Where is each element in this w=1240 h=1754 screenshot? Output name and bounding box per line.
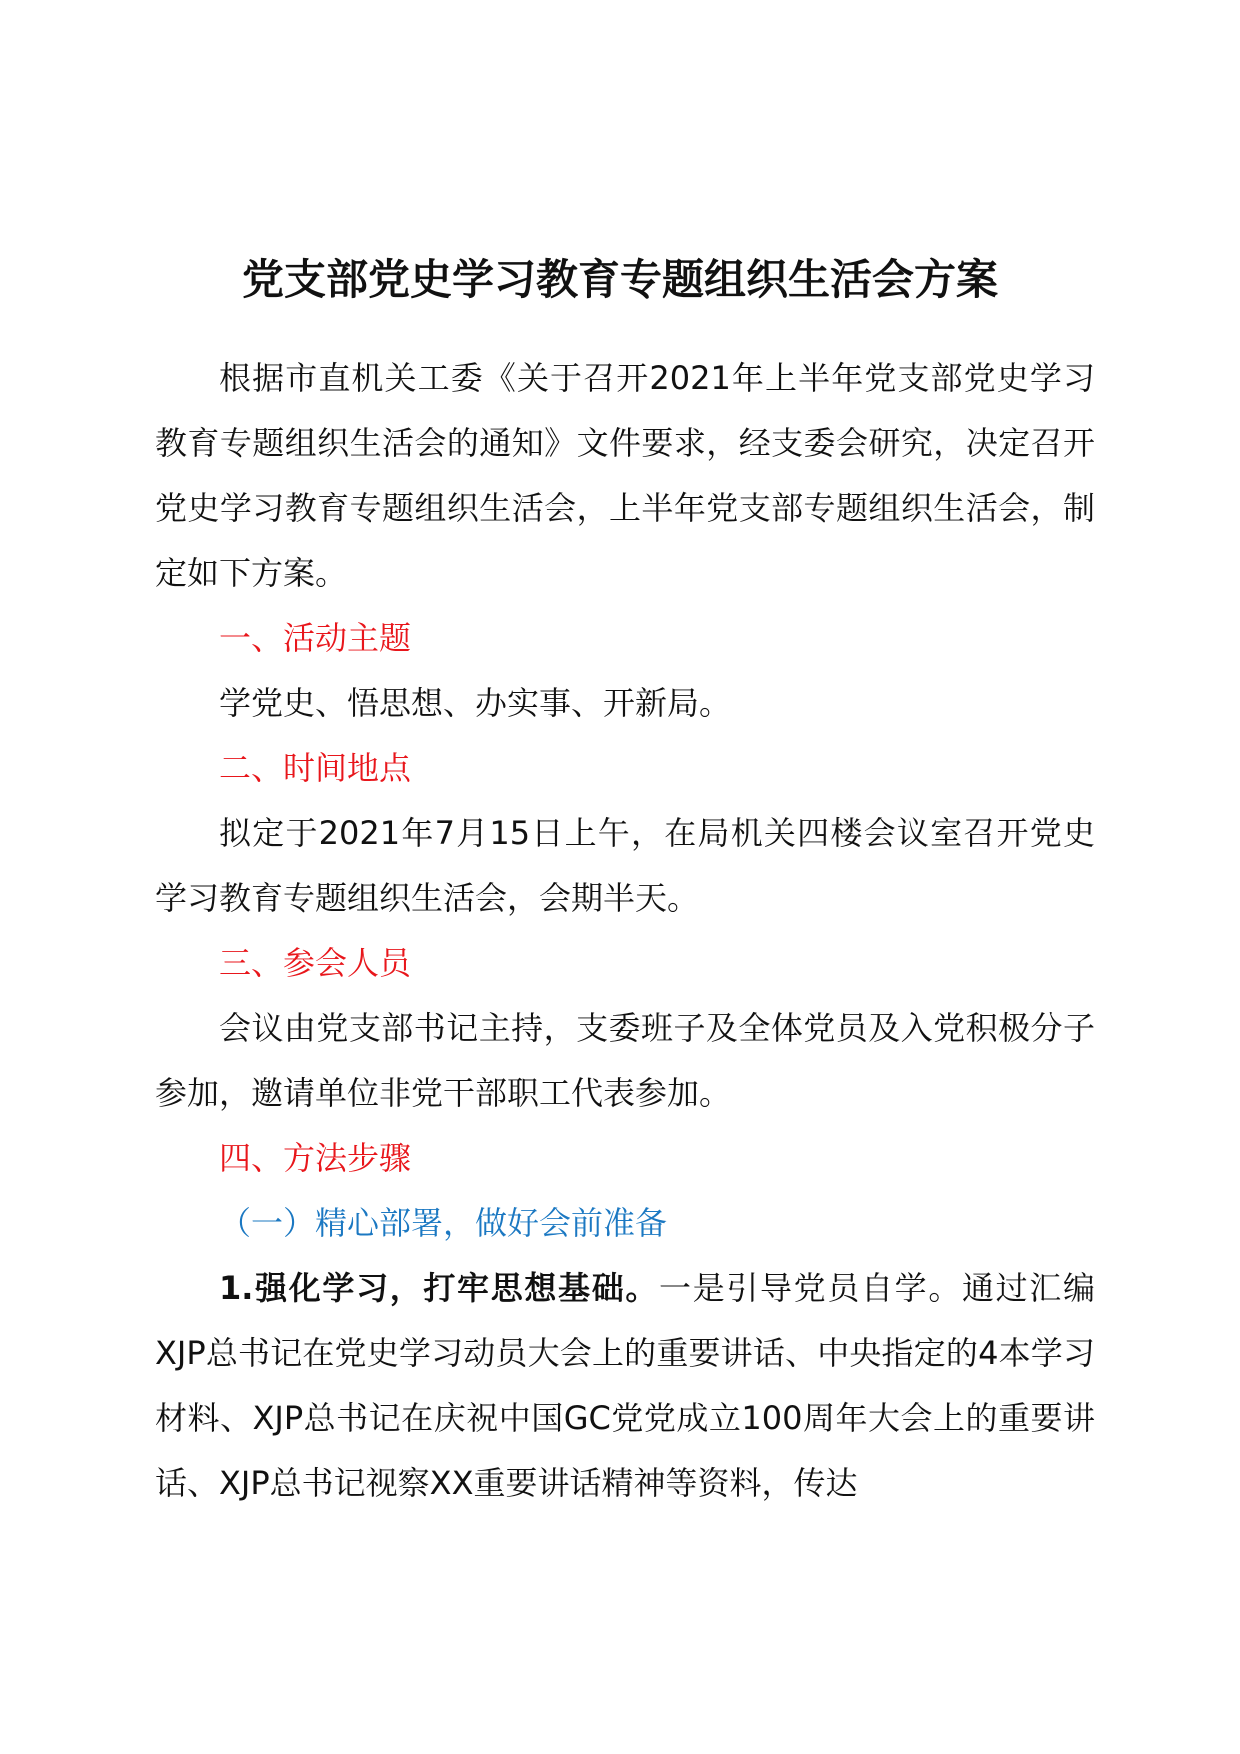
item1-paragraph bbox=[155, 1256, 1095, 1516]
section-text-attendees: 会议由党支部书记主持，支委班子及全体党员及入党积极分子参加，邀请单位非党干部职工代表参加。 bbox=[155, 1009, 1095, 1112]
section-heading-time-place: 二、时间地点 bbox=[219, 749, 412, 787]
section-heading-attendees: 三、参会人员 bbox=[219, 944, 412, 982]
item1-bold-lead: 1.强化学习，打牢思想基础。 bbox=[219, 1269, 660, 1307]
section-text-theme: 学党史、悟思想、办实事、开新局。 bbox=[219, 684, 732, 722]
subsection-heading-preparation: （一）精心部署，做好会前准备 bbox=[219, 1204, 668, 1242]
document-title: 党支部党史学习教育专题组织生活会方案 bbox=[241, 255, 998, 304]
item1-text: 一是引导党员自学。通过汇编XJP总书记在党史学习动员大会上的重要讲话、中央指定的4本学习材料、XJP总书记在庆祝中国GC党党成立100周年大会上的重要讲话、XJP总书记视察XX重要讲话精神等资料，传达 bbox=[155, 1269, 1095, 1502]
intro-paragraph: 根据市直机关工委《关于召开2021年上半年党支部党史学习教育专题组织生活会的通知》文件要求，经支委会研究，决定召开党史学习教育专题组织生活会，上半年党支部专题组织生活会，制定如下方案。 bbox=[155, 359, 1095, 592]
document-body bbox=[155, 346, 1095, 1516]
section-heading-theme: 一、活动主题 bbox=[219, 619, 412, 657]
section-heading-method: 四、方法步骤 bbox=[219, 1139, 412, 1177]
section-text-time-place: 拟定于2021年7月15日上午，在局机关四楼会议室召开党史学习教育专题组织生活会，会期半天。 bbox=[155, 814, 1095, 917]
